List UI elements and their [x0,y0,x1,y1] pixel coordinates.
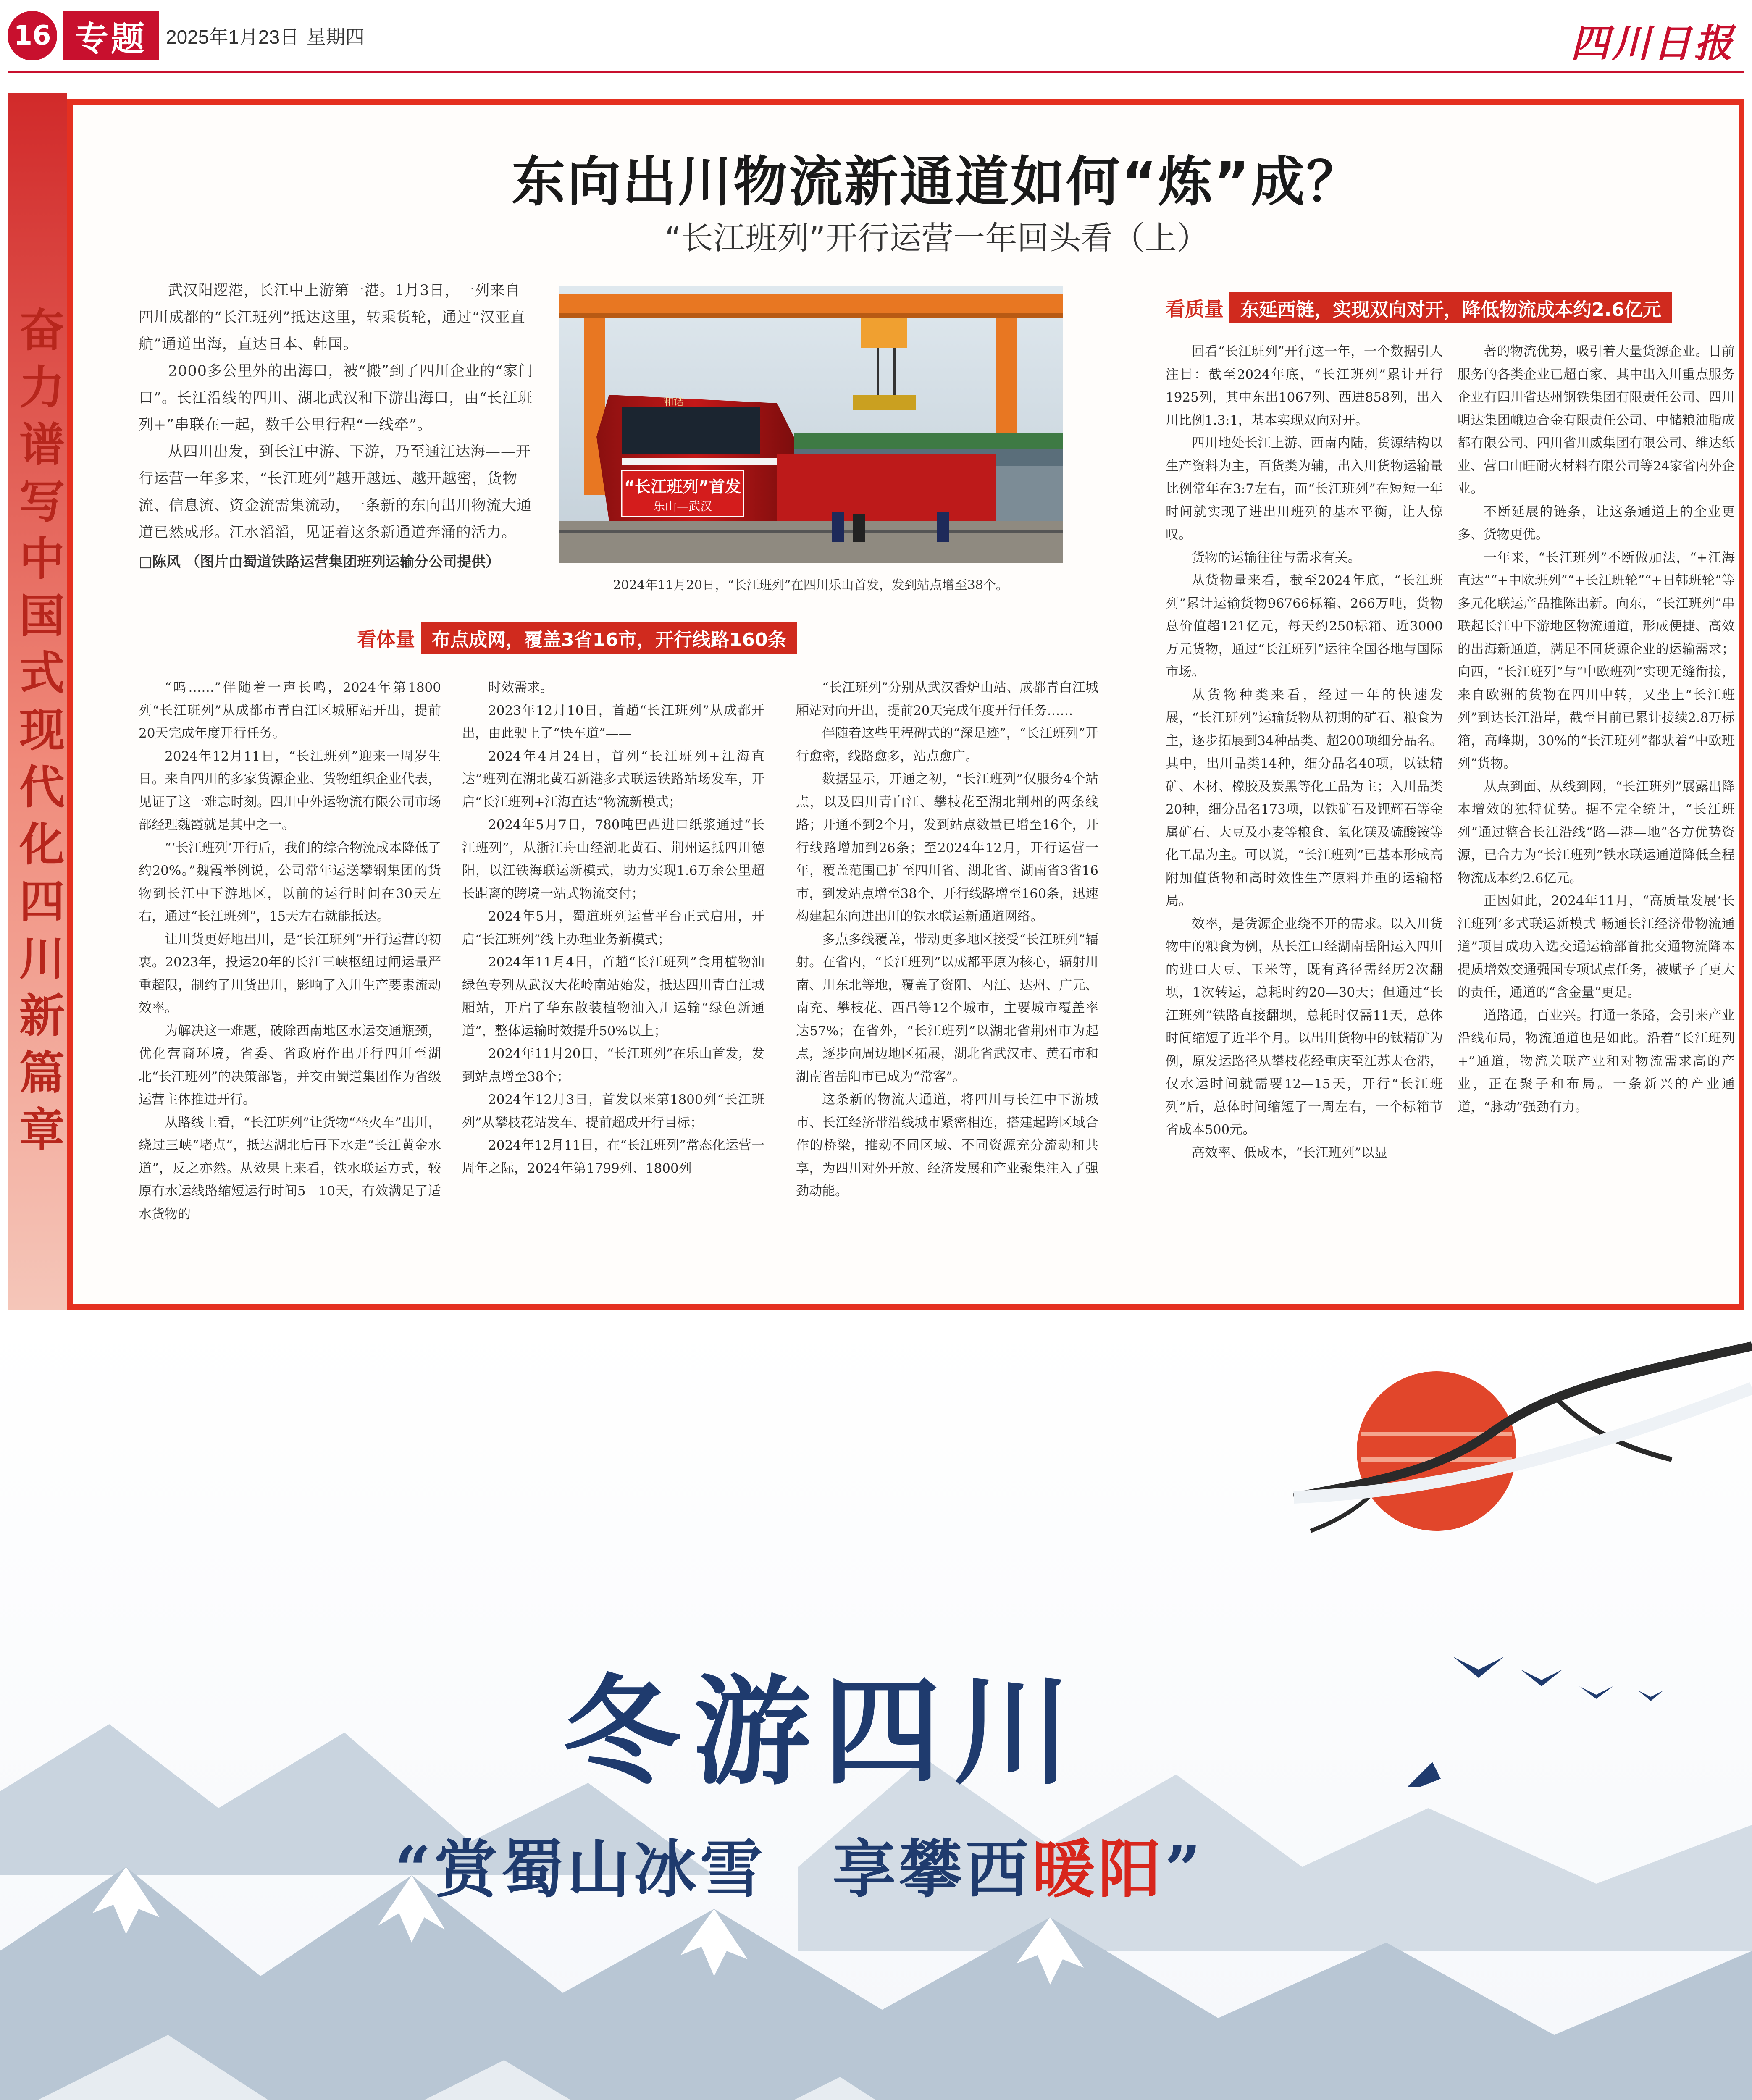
loco-label: 和谐 [664,396,684,408]
paragraph: 2024年5月7日，780吨巴西进口纸浆通过“长江班列”，从浙江舟山经湖北黄石、荆州运抵四川德阳，以江铁海联运新模式，助力实现1.6万余公里超长距离的跨境一站式物流交付； [462,817,764,901]
paragraph: 为解决这一难题，破除西南地区水运交通瓶颈，优化营商环境，省委、省政府作出开行四川至湖北“长江班列”的决策部署，并交由蜀道集团作为省级运营主体推进开行。 [139,1023,441,1107]
paragraph: 2024年11月20日，“长江班列”在乐山首发，发到站点增至38个； [462,1046,764,1084]
paragraph: 数据显示，开通之初，“长江班列”仅服务4个站点，以及四川青白江、攀枝花至湖北荆州的两条线路；开通不到2个月，发到站点数量已增至16个，开行线路增加到26条；至2024年12月，开行运营一年，覆盖范围已扩至四川省、湖北省、湖南省3省16市，到发站点增至38个，开行线路增至160条，迅速构建起东向进出川的铁水联运新通道网络。 [796,772,1098,924]
section-title: 布点成网，覆盖3省16市，开行线路160条 [421,622,797,654]
article-column-3 [796,676,1098,1298]
sun-icon [1357,1371,1516,1531]
paragraph: 回看“长江班列”开行这一年，一个数据引人注目：截至2024年底，“长江班列”累计开行1925列，其中东出1067列、西进858列，出入川比例1.3:1，基本实现双向对开。 [1166,344,1443,428]
paragraph: 2024年5月，蜀道班列运营平台正式启用，开启“长江班列”线上办理业务新模式； [462,909,764,947]
ad-slogan-text: “赏蜀山冰雪 享攀西 [395,1832,1032,1906]
ad-slogan [395,1819,1204,1909]
paragraph: 伴随着这些里程碑式的“深足迹”，“长江班列”开行愈密，线路愈多，站点愈广。 [796,726,1098,764]
paragraph: 四川地处长江上游、西南内陆，货源结构以生产资料为主，百货类为辅，出入川货物运输量比例常年在3:7左右，而“长江班列”在短短一年时间就实现了进出川班列的基本平衡，让人惊叹。 [1166,436,1443,542]
section-tag: 看体量 [357,628,415,651]
masthead-rule [8,71,1744,73]
paragraph: 从点到面、从线到网，“长江班列”展露出降本增效的独特优势。据不完全统计，“长江班列”通过整合长江沿线“路—港—地”各方优势资源，已合力为“长江班列”铁水联运通道降低全程物流成本约2.6亿元。 [1458,779,1735,886]
lead-paragraph: 武汉阳逻港，长江中上游第一港。1月3日，一列来自四川成都的“长江班列”抵达这里，转乘货轮，通过“汉亚直航”通道出海，直达日本、韩国。 [139,282,525,353]
paragraph: 不断延展的链条，让这条通道上的企业更多、货物更优。 [1458,504,1735,542]
paragraph: “长江班列”分别从武汉香炉山站、成都青白江城厢站对向开出，提前20天完成年度开行任务…… [796,680,1098,718]
byline: □陈风 （图片由蜀道铁路运营集团班列运输分公司提供） [139,554,500,570]
paragraph: 从货物量来看，截至2024年底，“长江班列”累计运输货物96766标箱、266万吨，货物总价值超121亿元，每天约250标箱、近3000万元货物，通过“长江班列”运往全国各地与国际市场。 [1166,573,1443,680]
section-header-volume [357,622,797,654]
bird-icon [1407,1657,1663,1787]
subheadline: “长江班列”开行运营一年回头看（上） [665,219,1209,257]
section-tag: 看质量 [1166,298,1224,320]
paragraph: 著的物流优势，吸引着大量货源企业。目前服务的各类企业已超百家，其中出入川重点服务企业有四川省达州钢铁集团有限责任公司、四川明达集团峨边合金有限责任公司、中储粮油脂成都有限公司、四川省川威集团有限公司、维达纸业、营口山旺耐火材料有限公司等24家省内外企业。 [1458,344,1735,496]
paragraph: 2024年11月4日，首趟“长江班列”食用植物油绿色专列从武汉大花岭南站始发，抵达四川青白江城厢站，开启了华东散装植物油入川运输“绿色新通道”，整体运输时效提升50%以上； [462,955,764,1039]
date: 2025年1月23日 [166,26,299,48]
paragraph: 效率，是货源企业绕不开的需求。以入川货物中的粮食为例，从长江口经湖南岳阳运入四川的进口大豆、玉米等，既有路径需经历2次翻坝，1次转运，总耗时约20—30天；但通过“长江班列”铁路直接翻坝，总耗时仅需11天，总体时间缩短了近半个月。以出川货物中的钛精矿为例，原发运路径从攀枝花经重庆至江苏太仓港，仅水运时间就需要12—15天，开行“长江班列”后，总体时间缩短了一周左右，一个标箱节省成本500元。 [1166,916,1443,1137]
ad-title: 冬游四川 [563,1663,1084,1801]
paragraph: 正因如此，2024年11月，“高质量发展‘长江班列’多式联运新模式 畅通长江经济带物流通道”项目成功入选交通运输部首批交通物流降本提质增效交通强国专项试点任务，被赋予了更大的责任，通道的“含金量”更足。 [1458,893,1735,1000]
paragraph: “呜……”伴随着一声长鸣，2024年第1800列“长江班列”从成都市青白江区城厢站开出，提前20天完成年度开行任务。 [139,680,441,741]
section-header-quality [1166,292,1672,323]
paragraph: 2024年12月11日，在“长江班列”常态化运营一周年之际，2024年第1799列、1800列 [462,1138,764,1176]
weekday: 星期四 [307,26,365,48]
page-number: 16 [8,11,57,60]
paragraph: 货物的运输往往与需求有关。 [1192,550,1361,565]
headline: 东向出川物流新通道如何“炼”成？ [511,151,1362,213]
paragraph: 2024年12月11日，“长江班列”迎来一周岁生日。来自四川的多家货源企业、货物组织企业代表，见证了这一难忘时刻。四川中外运物流有限公司市场部经理魏霞就是其中之一。 [139,748,441,832]
lead-paragraph: 从四川出发，到长江中游、下游，乃至通江达海——开行运营一年多来，“长江班列”越开越远、越开越密，货物流、信息流、资金流需集流动，一条新的东向出川物流大通道已然成形。江水滔滔，见证着这条新通道奔涌的活力。 [139,444,532,541]
paragraph: 道路通，百业兴。打通一条路，会引来产业沿线布局，物流通道也是如此。沿着“长江班列+”通道，物流关联产业和对物流需求高的产业，正在聚子和布局。一条新兴的产业通道，“脉动”强劲有力。 [1458,1008,1735,1115]
paragraph: 从路线上看，“长江班列”让货物“坐火车”出川，绕过三峡“堵点”，抵达湖北后再下水走“长江黄金水道”，反之亦然。从效果上来看，铁水联运方式，较原有水运线路缩短运行时间5—10天，有效满足了适水货物的 [139,1115,441,1222]
paragraph: 2024年12月3日，首发以来第1800列“长江班列”从攀枝花站发车，提前超成开行目标； [462,1092,764,1130]
train-photo-illustration [559,286,1063,563]
article-column-5 [1458,340,1735,1298]
article-column-1 [139,676,441,1298]
train-photo [559,286,1063,563]
paragraph: 从货物种类来看，经过一年的快速发展，“长江班列”运输货物从初期的矿石、粮食为主，逐步拓展到34种品类、超200项细分品名。其中，出川品类14种，细分品名40项，以钛精矿、木材、橡胶及炭黑等化工品为主；入川品类20种，细分品名173项，以铁矿石及锂辉石等金属矿石、大豆及小麦等粮食、氧化镁及硫酸铵等化工品为主。可以说，“长江班列”已基本形成高附加值货物和高时效性生产原料并重的运输格局。 [1166,687,1443,908]
paragraph: 时效需求。 [488,680,553,695]
paragraph: 2024年4月24日，首列“长江班列+江海直达”班列在湖北黄石新港多式联运铁路站场发车，开启“长江班列+江海直达”物流新模式； [462,748,764,810]
lead-block [139,277,533,571]
paragraph: 多点多线覆盖，带动更多地区接受“长江班列”辐射。在省内，“长江班列”以成都平原为核心，辐射川南、川东北等地，覆盖了资阳、内江、达州、广元、南充、攀枝花、西昌等12个城市，主要城市覆盖率达57%；在省外，“长江班列”以湖北省荆州市为起点，逐步向周边地区拓展，湖北省武汉市、黄石市和湖南省岳阳市已成为“常客”。 [796,932,1098,1084]
ad-slogan-highlight: 暖阳 [1032,1832,1165,1906]
sidebar-slogan: 奋力谱写中国式现代化四川新篇章 [19,304,65,1157]
article-column-4 [1166,340,1443,1298]
ad-slogan-close: ” [1164,1832,1204,1906]
paragraph: 高效率、低成本，“长江班列”以显 [1192,1145,1387,1160]
lead-paragraph: 2000多公里外的出海口，被“搬”到了四川企业的“家门口”。长江沿线的四川、湖北武汉和下游出海口，由“长江班列+”串联在一起，数千公里行程“一线牵”。 [139,363,533,433]
section-title: 东延西链，实现双向对开，降低物流成本约2.6亿元 [1229,292,1672,323]
paragraph: 2023年12月10日，首趟“长江班列”从成都开出，由此驶上了“快车道”—— [462,703,764,741]
article-column-2 [462,676,764,1298]
photo-caption: 2024年11月20日，“长江班列”在四川乐山首发，发到站点增至38个。 [613,578,1009,593]
paragraph: “‘长江班列’开行后，我们的综合物流成本降低了约20%。”魏霞举例说，公司常年运送攀钢集团的货物到长江中下游地区，以前的运行时间在30天左右，通过“长江班列”，15天左右就能抵达。 [139,840,441,924]
banner-text: “长江班列”首发 [624,478,741,496]
newspaper-logo: 四川日报 [1570,21,1735,66]
section-label: 专题 [63,11,159,60]
paragraph: 这条新的物流大通道，将四川与长江中下游城市、长江经济带沿线城市紧密相连，搭建起跨区域合作的桥梁，推动不同区域、不同资源充分流动和共享，为四川对外开放、经济发展和产业聚集注入了强劲动能。 [796,1092,1098,1199]
route-text: 乐山—武汉 [653,499,712,513]
paragraph: 一年来，“长江班列”不断做加法，“+江海直达”“+中欧班列”“+长江班轮”“+日韩班轮”等多元化联运产品推陈出新。向东，“长江班列”串联起长江中下游地区物流通道，形成便捷、高效的出海新通道，满足不同货源企业的运输需求；向西，“长江班列”与“中欧班列”实现无缝衔接，来自欧洲的货物在四川中转，又坐上“长江班列”到达长江沿岸，截至目前已累计接续2.8万标箱，高峰期，30%的“长江班列”都驮着“中欧班列”货物。 [1458,550,1735,771]
paragraph: 让川货更好地出川，是“长江班列”开行运营的初衷。2023年，投运20年的长江三峡枢纽过闸运量严重超限，制约了川货出川，影响了入川生产要素流动效率。 [139,932,441,1016]
